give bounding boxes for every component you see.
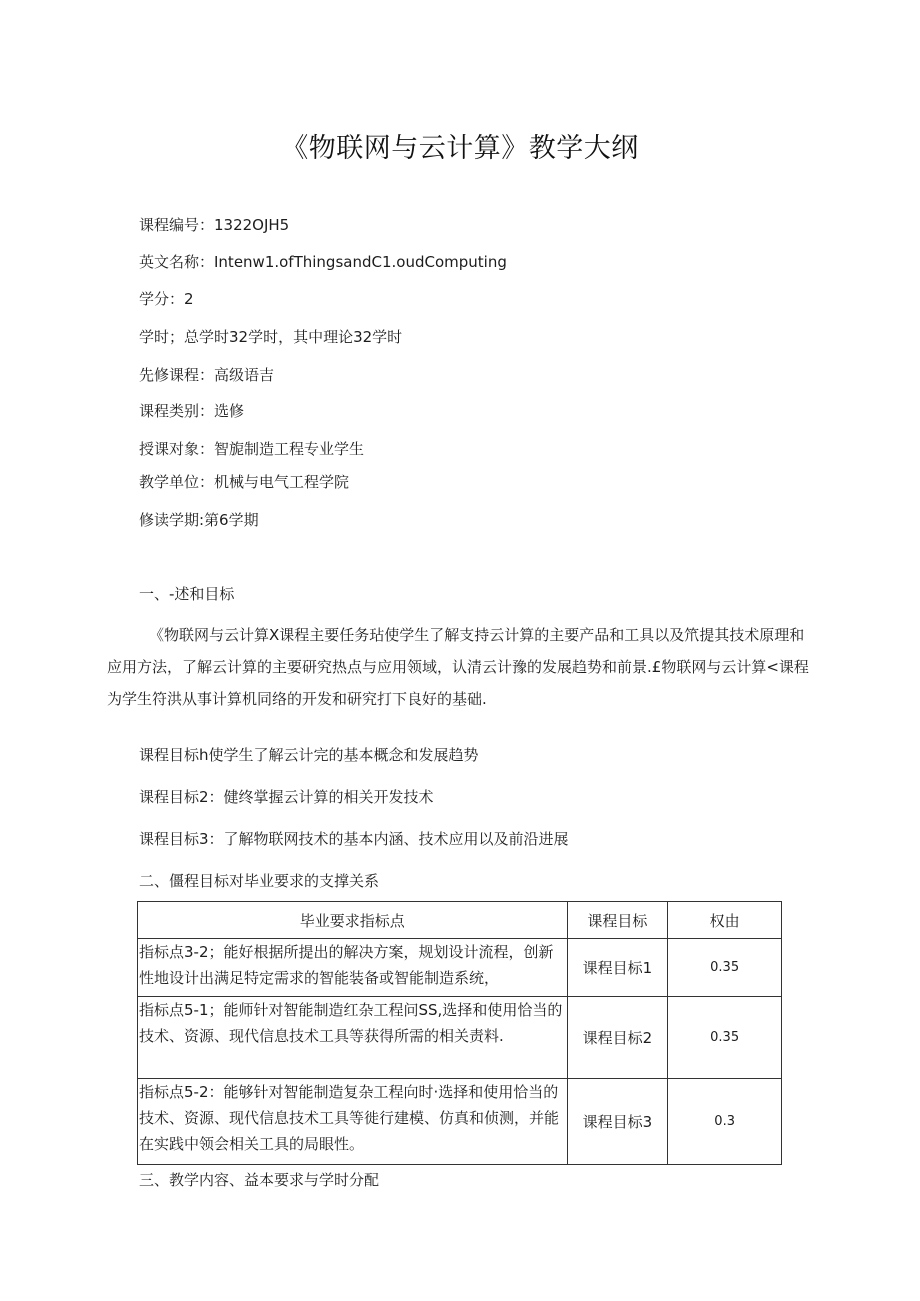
- indicator-cell: 指标点3-2；能好根据所提出的解决方案，规划设计流程，创新性地设计出满足特定需求的智能装备或智能制造系统，: [138, 939, 568, 997]
- course-goal-3: 课程目标3：了解物联网技术的基本内涵、技术应用以及前沿进展: [139, 830, 569, 848]
- weight-cell: 0.3: [668, 1079, 782, 1165]
- course-category: 课程类别：选修: [139, 402, 245, 420]
- credits: 学分：2: [139, 290, 194, 308]
- teaching-unit: 教学单位：机械与电气工程学院: [139, 473, 350, 491]
- table-row: [138, 939, 782, 997]
- weight-cell: 0.35: [668, 997, 782, 1079]
- semester: 修读学期:第6学期: [139, 511, 259, 529]
- prerequisite: 先修课程：高级语吉: [139, 366, 275, 384]
- goal-cell: 课程目标1: [567, 939, 668, 997]
- page-title: 《物联网与云计算》教学大纲: [281, 133, 639, 164]
- goal-cell: 课程目标3: [567, 1079, 668, 1165]
- indicator-cell: 指标点5-1；能师针对智能制造红杂工程问SS,选择和使用恰当的技术、资源、现代信息技术工具等获得所需的相关责料.: [138, 997, 568, 1079]
- section-1-heading: 一、-述和目标: [139, 585, 235, 603]
- header-indicator: 毕业要求指标点: [138, 902, 568, 939]
- audience: 授课对象：智旎制造工程专业学生: [139, 440, 365, 458]
- weight-cell: 0.35: [668, 939, 782, 997]
- table-header-row: [138, 902, 782, 939]
- course-code: 课程编号：1322OJH5: [139, 216, 290, 234]
- table-row: [138, 1079, 782, 1165]
- section-3-heading: 三、教学内容、益本要求与学时分配: [139, 1171, 380, 1189]
- header-goal: 课程目标: [567, 902, 668, 939]
- goal-cell: 课程目标2: [567, 997, 668, 1079]
- support-table: [137, 901, 782, 1165]
- table-row: [138, 997, 782, 1079]
- section-2-heading: 二、僵程目标对毕业要求的支撑关系: [139, 872, 380, 890]
- hours: 学时；总学时32学时，其中理论32学时: [139, 328, 403, 346]
- section-1-paragraph: 《物联网与云计算X课程主要任务玷使学生了解支持云计算的主要产品和工具以及笊提其技术原理和应用方法，了解云计算的主要研究热点与应用领域，认清云计豫的发展趋势和前景.£物联网与云计算<课程为学生符洪从事计算机同络的开发和研究打下良好的基础.: [107, 626, 809, 708]
- course-goal-1: 课程目标h使学生了解云计完的基本概念和发展趋势: [139, 746, 479, 764]
- english-name: 英文名称：Intenw1.ofThingsandC1.oudComputing: [139, 253, 507, 271]
- header-weight: 权由: [668, 902, 782, 939]
- course-goal-2: 课程目标2：健终掌握云计算的相关开发技术: [139, 788, 434, 806]
- indicator-cell: 指标点5-2：能够针对智能制造复杂工程向时·选择和使用恰当的技术、资源、现代信息技术工具等徙行建模、仿真和侦测，并能在实践中领会相关工具的局眼性。: [138, 1079, 568, 1165]
